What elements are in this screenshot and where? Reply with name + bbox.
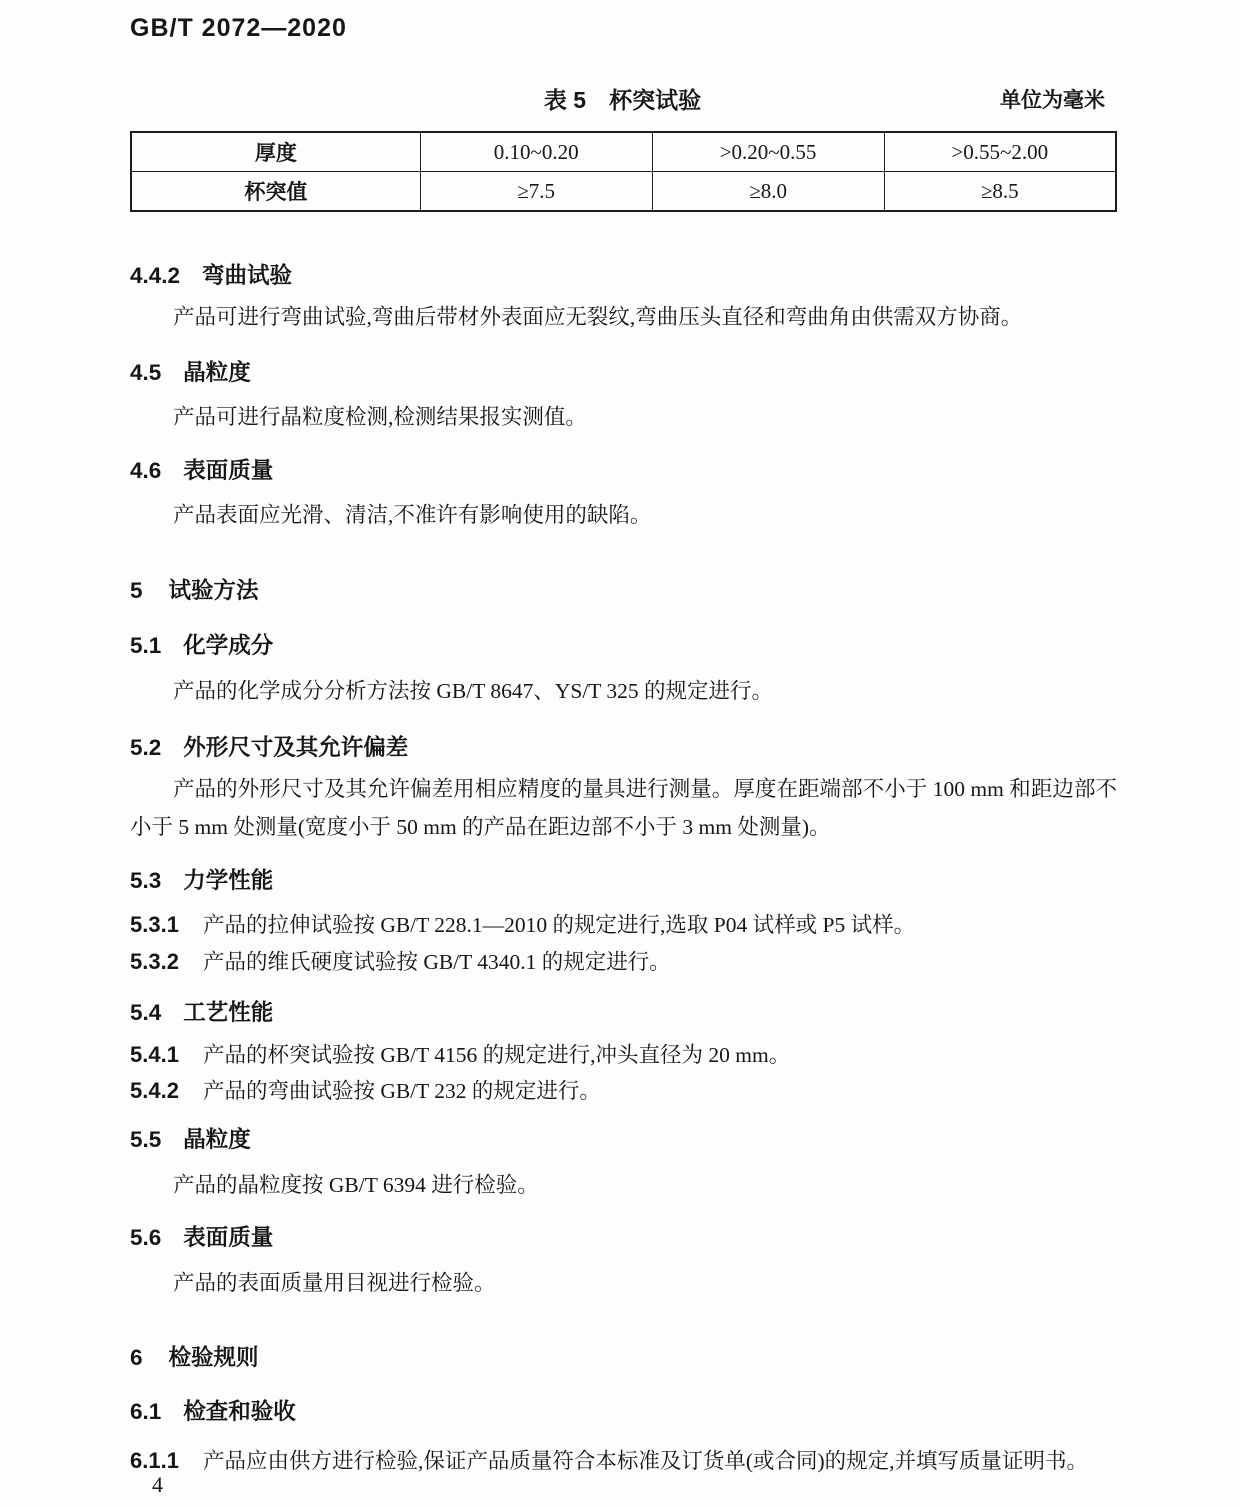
heading-number: 6.1 <box>130 1399 162 1424</box>
clause-text: 产品的维氏硬度试验按 GB/T 4340.1 的规定进行。 <box>202 950 671 974</box>
clause-text: 产品的拉伸试验按 GB/T 228.1—2010 的规定进行,选取 P04 试样或 P5 试样。 <box>202 913 916 937</box>
page-number: 4 <box>152 1472 163 1497</box>
cell-cupping-3: ≥8.5 <box>884 172 1116 212</box>
clause-text: 产品的弯曲试验按 GB/T 232 的规定进行。 <box>202 1079 601 1103</box>
heading-title: 弯曲试验 <box>202 263 293 288</box>
clause-number: 5.4.1 <box>130 1042 179 1067</box>
heading-title: 表面质量 <box>183 1225 274 1250</box>
heading-number: 5.4 <box>130 1000 162 1025</box>
table-caption: 表 5 杯突试验 <box>543 87 702 113</box>
heading-5-5 <box>130 1122 251 1154</box>
paragraph-4-5: 产品可进行晶粒度检测,检测结果报实测值。 <box>173 405 587 429</box>
heading-number: 5.6 <box>130 1225 162 1250</box>
cupping-test-table <box>130 131 1117 212</box>
paragraph-4-6: 产品表面应光滑、清洁,不准许有影响使用的缺陷。 <box>173 503 652 527</box>
paragraph-5-3-1 <box>130 908 1120 942</box>
heading-5-3 <box>130 863 273 895</box>
clause-number: 5.4.2 <box>130 1078 179 1103</box>
doc-code: GB/T 2072—2020 <box>130 14 347 42</box>
cell-cupping-2: ≥8.0 <box>652 172 884 212</box>
row-header-cupping-value: 杯突值 <box>131 172 420 212</box>
paragraph-5-6: 产品的表面质量用目视进行检验。 <box>173 1271 496 1295</box>
cell-thickness-3: >0.55~2.00 <box>884 132 1116 172</box>
paragraph-5-1: 产品的化学成分分析方法按 GB/T 8647、YS/T 325 的规定进行。 <box>173 679 774 703</box>
heading-4-4-2 <box>130 258 292 290</box>
clause-text: 产品应由供方进行检验,保证产品质量符合本标准及订货单(或合同)的规定,并填写质量证明书。 <box>202 1449 1089 1473</box>
heading-5-4 <box>130 995 273 1027</box>
table-caption-row <box>130 82 1115 112</box>
heading-title: 试验方法 <box>168 578 259 603</box>
heading-number: 5.2 <box>130 735 162 760</box>
unit-note: 单位为毫米 <box>1000 89 1105 112</box>
heading-number: 5.3 <box>130 868 162 893</box>
row-header-thickness: 厚度 <box>131 132 420 172</box>
heading-number: 5.5 <box>130 1127 162 1152</box>
cell-thickness-1: 0.10~0.20 <box>420 132 652 172</box>
table-row <box>131 132 1116 172</box>
heading-6-1 <box>130 1394 296 1426</box>
clause-number: 5.3.1 <box>130 912 179 937</box>
paragraph-5-5: 产品的晶粒度按 GB/T 6394 进行检验。 <box>173 1173 539 1197</box>
heading-title: 外形尺寸及其允许偏差 <box>183 735 409 760</box>
heading-number: 4.5 <box>130 360 162 385</box>
paragraph-5-3-2 <box>130 945 1120 979</box>
paragraph-5-4-1 <box>130 1038 1120 1072</box>
paragraph-5-2: 产品的外形尺寸及其允许偏差用相应精度的量具进行测量。厚度在距端部不小于 100 mm 和距边部不小于 5 mm 处测量(宽度小于 50 mm 的产品在距边部不小于 3 mm 处测量)。 <box>130 777 1117 839</box>
heading-number: 6 <box>130 1345 143 1370</box>
paragraph-5-4-2 <box>130 1074 1120 1108</box>
heading-title: 检验规则 <box>168 1345 259 1370</box>
heading-title: 工艺性能 <box>183 1000 274 1025</box>
paragraph-6-1-1 <box>130 1444 1120 1478</box>
cell-thickness-2: >0.20~0.55 <box>652 132 884 172</box>
heading-title: 晶粒度 <box>183 360 251 385</box>
heading-title: 表面质量 <box>183 458 274 483</box>
heading-6 <box>130 1340 259 1372</box>
clause-number: 6.1.1 <box>130 1448 179 1473</box>
heading-number: 5 <box>130 578 143 603</box>
heading-5-6 <box>130 1220 273 1252</box>
heading-title: 力学性能 <box>183 868 274 893</box>
heading-number: 4.6 <box>130 458 162 483</box>
heading-5-2 <box>130 730 408 762</box>
heading-number: 4.4.2 <box>130 263 181 288</box>
heading-5-1 <box>130 628 273 660</box>
clause-text: 产品的杯突试验按 GB/T 4156 的规定进行,冲头直径为 20 mm。 <box>202 1043 791 1067</box>
heading-4-5 <box>130 355 251 387</box>
heading-5 <box>130 573 259 605</box>
heading-title: 晶粒度 <box>183 1127 251 1152</box>
cell-cupping-1: ≥7.5 <box>420 172 652 212</box>
paragraph-4-4-2: 产品可进行弯曲试验,弯曲后带材外表面应无裂纹,弯曲压头直径和弯曲角由供需双方协商。 <box>173 305 1023 329</box>
table-row <box>131 172 1116 212</box>
heading-title: 化学成分 <box>183 633 274 658</box>
heading-number: 5.1 <box>130 633 162 658</box>
heading-title: 检查和验收 <box>183 1399 296 1424</box>
clause-number: 5.3.2 <box>130 949 179 974</box>
heading-4-6 <box>130 453 273 485</box>
